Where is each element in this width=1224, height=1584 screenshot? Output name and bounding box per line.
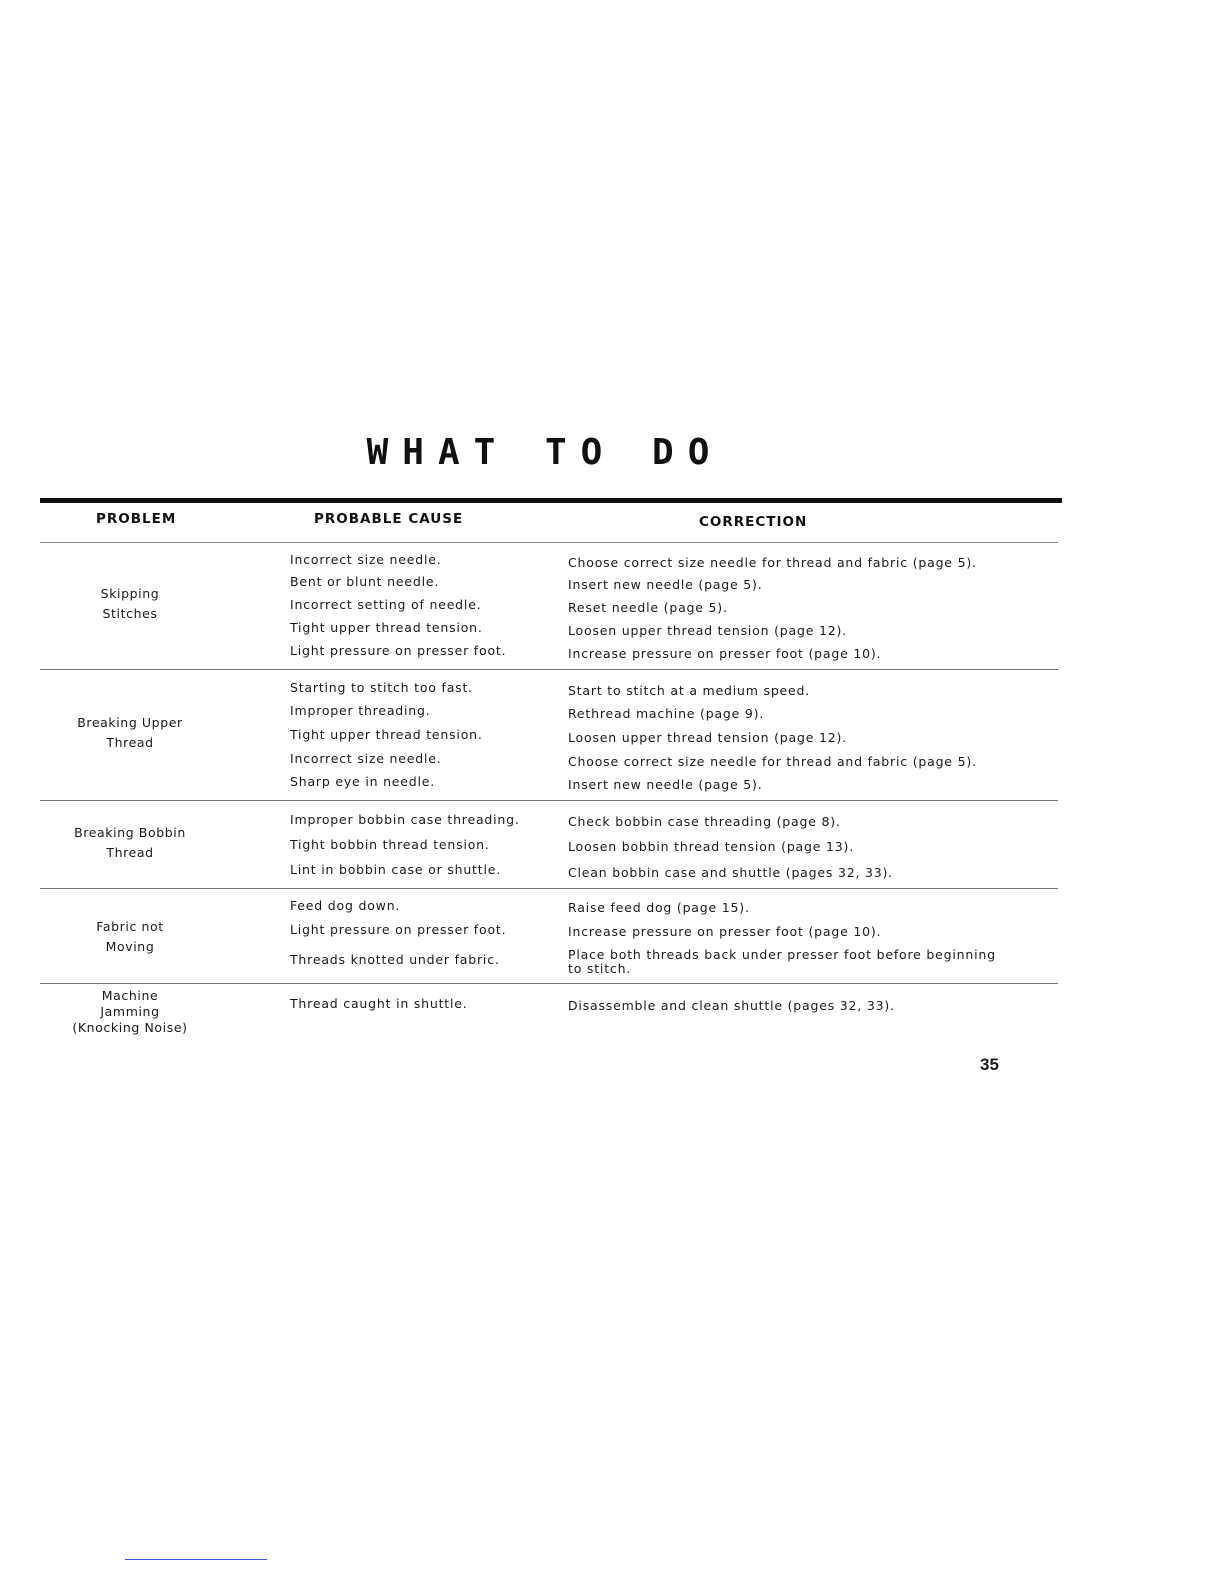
correction-text: Start to stitch at a medium speed. <box>568 683 811 698</box>
section-machine-jamming <box>40 988 1060 1035</box>
problem-line: Thread <box>106 845 154 860</box>
cause-text: Light pressure on presser foot. <box>290 922 507 937</box>
correction-text: Loosen upper thread tension (page 12). <box>568 730 847 745</box>
problem-label <box>70 584 190 624</box>
problem-line: Moving <box>105 939 155 954</box>
header-probable-cause: PROBABLE CAUSE <box>314 511 464 527</box>
header-rule <box>40 542 1058 543</box>
correction-text: Insert new needle (page 5). <box>568 777 763 792</box>
top-rule <box>40 498 1062 503</box>
problem-label <box>70 988 190 1036</box>
problem-line: Thread <box>106 735 154 750</box>
correction-text: Rethread machine (page 9). <box>568 706 765 721</box>
cause-text: Light pressure on presser foot. <box>290 643 507 658</box>
header-correction: CORRECTION <box>699 514 808 530</box>
cause-text: Threads knotted under fabric. <box>290 952 500 967</box>
correction-text: Loosen bobbin thread tension (page 13). <box>568 839 854 854</box>
page-number: 35 <box>980 1055 999 1074</box>
section-divider <box>40 669 1058 670</box>
cause-text: Improper bobbin case threading. <box>290 812 520 827</box>
correction-text: Place both threads back under presser foot before beginning to stitch. <box>568 947 996 976</box>
cause-text: Incorrect size needle. <box>290 552 442 567</box>
problem-line: Fabric not <box>96 919 164 934</box>
problem-line: Breaking Bobbin <box>74 825 186 840</box>
problem-line: Machine Jamming <box>100 988 160 1019</box>
problem-line: (Knocking Noise) <box>72 1020 188 1035</box>
section-divider <box>40 888 1058 889</box>
correction-text: Reset needle (page 5). <box>568 600 728 615</box>
cause-text: Incorrect size needle. <box>290 751 442 766</box>
correction-text: Disassemble and clean shuttle (pages 32, 33). <box>568 998 895 1013</box>
problem-label <box>70 823 190 863</box>
section-fabric-not-moving <box>40 895 1060 979</box>
page-title: WHAT TO DO <box>366 432 724 473</box>
problem-line: Skipping <box>100 586 160 601</box>
cause-text: Bent or blunt needle. <box>290 574 440 589</box>
section-divider <box>40 983 1058 984</box>
section-breaking-bobbin-thread <box>40 808 1060 884</box>
bottom-link-line <box>125 1559 267 1560</box>
problem-label <box>70 917 190 957</box>
section-skipping-stitches <box>40 548 1060 666</box>
correction-text: Insert new needle (page 5). <box>568 577 763 592</box>
problem-line: Breaking Upper <box>77 715 183 730</box>
correction-text: Choose correct size needle for thread and fabric (page 5). <box>568 754 977 769</box>
cause-text: Thread caught in shuttle. <box>290 996 468 1011</box>
cause-text: Feed dog down. <box>290 898 401 913</box>
problem-label <box>70 713 190 753</box>
cause-text: Tight upper thread tension. <box>290 620 483 635</box>
correction-text: Increase pressure on presser foot (page 10). <box>568 646 882 661</box>
correction-text: Clean bobbin case and shuttle (pages 32, 33). <box>568 865 893 880</box>
header-problem: PROBLEM <box>96 511 177 527</box>
cause-text: Lint in bobbin case or shuttle. <box>290 862 501 877</box>
correction-text: Raise feed dog (page 15). <box>568 900 750 915</box>
cause-text: Sharp eye in needle. <box>290 774 436 789</box>
problem-line: Stitches <box>102 606 158 621</box>
cause-text: Tight upper thread tension. <box>290 727 483 742</box>
correction-text: Increase pressure on presser foot (page 10). <box>568 924 882 939</box>
section-divider <box>40 800 1058 801</box>
section-breaking-upper-thread <box>40 676 1060 794</box>
cause-text: Incorrect setting of needle. <box>290 597 482 612</box>
cause-text: Tight bobbin thread tension. <box>290 837 490 852</box>
cause-text: Improper threading. <box>290 703 431 718</box>
correction-text: Choose correct size needle for thread and fabric (page 5). <box>568 555 977 570</box>
correction-text: Check bobbin case threading (page 8). <box>568 814 841 829</box>
cause-text: Starting to stitch too fast. <box>290 680 473 695</box>
correction-text: Loosen upper thread tension (page 12). <box>568 623 847 638</box>
